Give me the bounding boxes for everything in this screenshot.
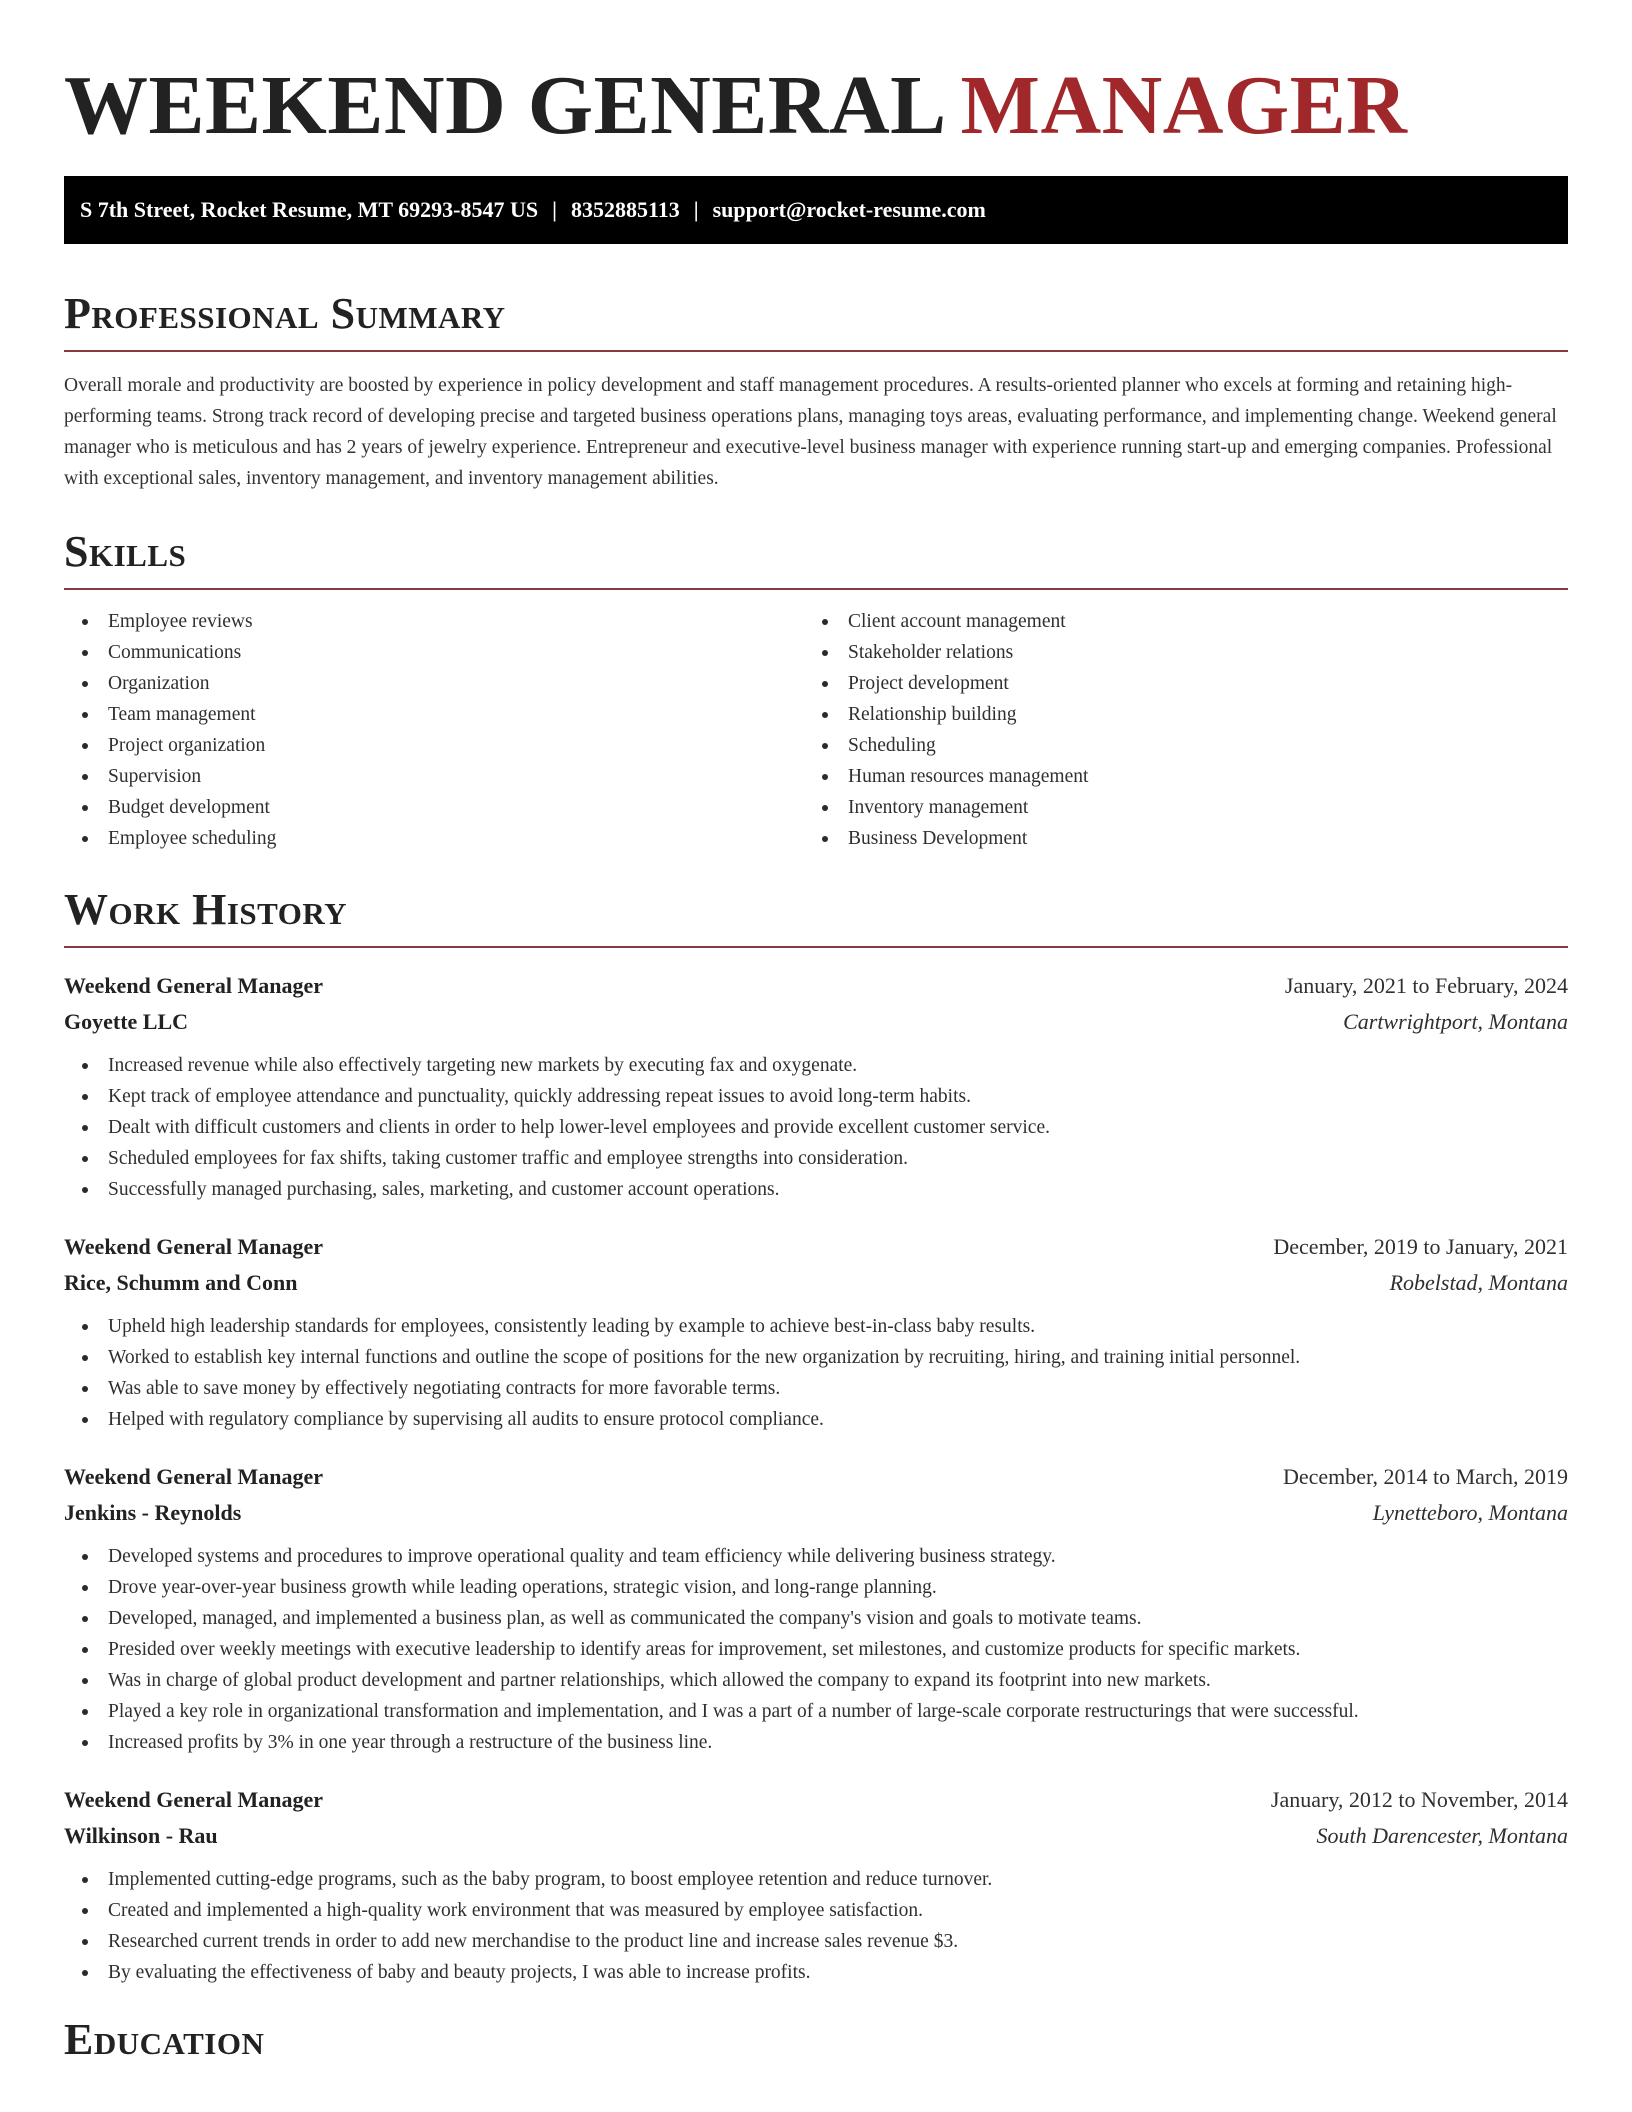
section-title-summary: Professional Summary	[64, 289, 506, 338]
skill-item: Scheduling	[804, 730, 1544, 761]
job-location: South Darencester, Montana	[1316, 1823, 1568, 1848]
job-entry	[64, 1229, 1568, 1435]
skill-item: Supervision	[64, 761, 804, 792]
contact-address: S 7th Street, Rocket Resume, MT 69293-8547 US	[80, 197, 539, 222]
candidate-name	[64, 58, 1568, 154]
section-title-skills: Skills	[64, 527, 187, 576]
job-bullet: Implemented cutting-edge programs, such as the baby program, to boost employee retention and reduce turnover.	[64, 1864, 1568, 1895]
contact-separator: |	[552, 197, 557, 222]
skill-item: Inventory management	[804, 792, 1544, 823]
job-bullet: Drove year-over-year business growth while leading operations, strategic vision, and long-range planning.	[64, 1572, 1568, 1603]
job-bullet: By evaluating the effectiveness of baby and beauty projects, I was able to increase profits.	[64, 1957, 1568, 1988]
contact-bar	[64, 176, 1568, 244]
contact-phone: 8352885113	[570, 197, 680, 222]
job-bullet: Successfully managed purchasing, sales, marketing, and customer account operations.	[64, 1174, 1568, 1205]
job-bullet: Played a key role in organizational transformation and implementation, and I was a part of a number of large-scale corporate restructurings that were successful.	[64, 1696, 1568, 1727]
job-bullet: Was in charge of global product development and partner relationships, which allowed the company to expand its footprint into new markets.	[64, 1665, 1568, 1696]
job-location: Lynetteboro, Montana	[1372, 1500, 1568, 1525]
name-last-part: MANAGER	[960, 59, 1408, 152]
job-bullet: Worked to establish key internal functions and outline the scope of positions for the new organization by recruiting, hiring, and training initial personnel.	[64, 1342, 1568, 1373]
job-bullets	[64, 1864, 1568, 1988]
job-company-row	[64, 1004, 1568, 1040]
job-header-row	[64, 968, 1568, 1004]
job-bullet: Was able to save money by effectively negotiating contracts for more favorable terms.	[64, 1373, 1568, 1404]
section-title-education: Education	[64, 2015, 265, 2064]
skill-item: Client account management	[804, 606, 1544, 637]
job-dates: December, 2019 to January, 2021	[1273, 1234, 1568, 1259]
skills-column-left	[64, 606, 804, 854]
job-title: Weekend General Manager	[64, 1787, 324, 1812]
job-bullet: Increased profits by 3% in one year through a restructure of the business line.	[64, 1727, 1568, 1758]
name-first-part: WEEKEND GENERAL	[64, 59, 947, 152]
job-entry	[64, 1782, 1568, 1988]
skill-item: Team management	[64, 699, 804, 730]
job-title: Weekend General Manager	[64, 973, 324, 998]
job-location: Robelstad, Montana	[1389, 1270, 1568, 1295]
job-bullet: Scheduled employees for fax shifts, taking customer traffic and employee strengths into consideration.	[64, 1143, 1568, 1174]
work-history-list	[64, 968, 1568, 1988]
skill-item: Stakeholder relations	[804, 637, 1544, 668]
contact-separator: |	[693, 197, 699, 222]
job-company: Wilkinson - Rau	[64, 1823, 218, 1848]
job-dates: December, 2014 to March, 2019	[1282, 1464, 1568, 1489]
job-bullet: Presided over weekly meetings with executive leadership to identify areas for improvement, set milestones, and customize products for specific markets.	[64, 1634, 1568, 1665]
section-title-work-history: Work History	[64, 885, 348, 934]
job-bullet: Developed, managed, and implemented a business plan, as well as communicated the company's vision and goals to motivate teams.	[64, 1603, 1568, 1634]
job-bullets	[64, 1311, 1568, 1435]
job-header-row	[64, 1229, 1568, 1265]
job-bullet: Kept track of employee attendance and punctuality, quickly addressing repeat issues to avoid long-term habits.	[64, 1081, 1568, 1112]
job-company: Goyette LLC	[64, 1009, 189, 1034]
job-header-row	[64, 1782, 1568, 1818]
job-bullet: Researched current trends in order to add new merchandise to the product line and increase sales revenue $3.	[64, 1926, 1568, 1957]
job-company: Rice, Schumm and Conn	[64, 1270, 298, 1295]
job-bullet: Dealt with difficult customers and clients in order to help lower-level employees and provide excellent customer service.	[64, 1112, 1568, 1143]
summary-text: Overall morale and productivity are boosted by experience in policy development and staff management procedures. A results-oriented planner who excels at forming and retaining high-performing teams. Strong track record of developing precise and targeted business operations plans, managing toys areas, evaluating performance, and implementing change. Weekend general manager who is meticulous and has 2 years of jewelry experience. Entrepreneur and executive-level business manager with experience running start-up and emerging companies. Professional with exceptional sales, inventory management, and inventory management abilities.	[64, 375, 1557, 489]
job-company-row	[64, 1495, 1568, 1531]
job-bullet: Increased revenue while also effectively targeting new markets by executing fax and oxygenate.	[64, 1050, 1568, 1081]
skill-item: Human resources management	[804, 761, 1544, 792]
job-bullets	[64, 1050, 1568, 1205]
resume-page	[64, 0, 1568, 2066]
skill-item: Organization	[64, 668, 804, 699]
skill-item: Business Development	[804, 823, 1544, 854]
job-title: Weekend General Manager	[64, 1234, 324, 1259]
section-divider	[64, 588, 1568, 590]
skill-item: Budget development	[64, 792, 804, 823]
skill-item: Project organization	[64, 730, 804, 761]
contact-email: support@rocket-resume.com	[712, 197, 986, 222]
skill-item: Employee scheduling	[64, 823, 804, 854]
skill-item: Project development	[804, 668, 1544, 699]
job-company: Jenkins - Reynolds	[64, 1500, 242, 1525]
job-company-row	[64, 1818, 1568, 1854]
skills-grid	[64, 606, 1568, 854]
job-company-row	[64, 1265, 1568, 1301]
job-header-row	[64, 1459, 1568, 1495]
job-entry	[64, 968, 1568, 1205]
job-bullet: Upheld high leadership standards for employees, consistently leading by example to achieve best-in-class baby results.	[64, 1311, 1568, 1342]
job-bullet: Developed systems and procedures to improve operational quality and team efficiency while delivering business strategy.	[64, 1541, 1568, 1572]
job-bullets	[64, 1541, 1568, 1758]
job-location: Cartwrightport, Montana	[1343, 1009, 1568, 1034]
section-divider	[64, 946, 1568, 948]
skill-item: Communications	[64, 637, 804, 668]
job-entry	[64, 1459, 1568, 1758]
skill-item: Relationship building	[804, 699, 1544, 730]
skills-column-right	[804, 606, 1544, 854]
skill-item: Employee reviews	[64, 606, 804, 637]
job-bullet: Helped with regulatory compliance by supervising all audits to ensure protocol compliance.	[64, 1404, 1568, 1435]
job-dates: January, 2021 to February, 2024	[1284, 973, 1568, 998]
job-dates: January, 2012 to November, 2014	[1270, 1787, 1568, 1812]
job-bullet: Created and implemented a high-quality work environment that was measured by employee satisfaction.	[64, 1895, 1568, 1926]
job-title: Weekend General Manager	[64, 1464, 324, 1489]
section-divider	[64, 350, 1568, 352]
